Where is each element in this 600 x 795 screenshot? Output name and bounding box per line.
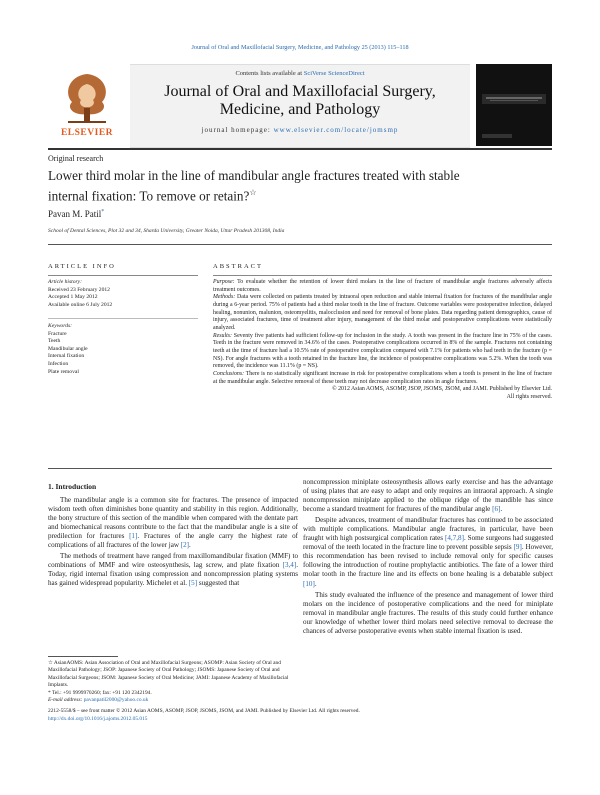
history-online: Available online 6 July 2012	[48, 301, 113, 308]
citation-link[interactable]: [6]	[492, 505, 501, 514]
abstract-copyright-line2: All rights reserved.	[506, 393, 552, 400]
methods-label: Methods:	[213, 294, 236, 301]
affiliation: School of Dental Sciences, Plot 32 and 34, Sharda University, Greater Noida, Uttar Pradesh 201308, India	[48, 228, 285, 234]
footnote-rule	[48, 656, 118, 657]
email-label: E-mail address:	[48, 697, 84, 704]
author-name: Pavan M. Patil	[48, 209, 102, 219]
cover-graphic	[476, 64, 552, 146]
conclusions-text: There is no statistically significant increase in risk for postoperative complications when a tooth is present in the line of fracture at the mandibular angle. Selective removal of these teeth may not decrease complication rates in angle fractures.	[213, 370, 552, 385]
keyword-item: Infection	[48, 360, 69, 367]
text-run: . Some surgeons had suggested removal of the teeth located in the fracture line to prevent possible sepsis	[303, 534, 553, 552]
issn-line: 2212-5558/$ – see front matter © 2012 Asian AOMS, ASOMP, JSOP, JSOMS, JSOM, and JAMI. Published by Elsevier Ltd. All rights reserved.	[48, 708, 360, 714]
text-run: .	[500, 505, 503, 514]
intro-paragraph-3	[303, 478, 553, 514]
abstract-copyright-line1: © 2012 Asian AOMS, ASOMP, JSOP, JSOMS, JSOM, and JAMI. Published by Elsevier Ltd.	[332, 386, 552, 393]
citation-link[interactable]: [3,4]	[282, 561, 297, 570]
footnotes	[48, 660, 298, 704]
results-label: Results:	[213, 332, 232, 339]
intro-paragraph-2	[48, 552, 298, 588]
citation-link[interactable]: [10]	[303, 579, 315, 588]
intro-paragraph-1	[48, 496, 298, 550]
article-history	[48, 279, 198, 309]
article-info-heading: ARTICLE INFO	[48, 263, 116, 270]
text-run: .	[314, 579, 317, 588]
methods-text: Data were collected on patients treated by intraoral open reduction and stable internal fixation for fractures of the mandibular angle during a 6-year period. 75% of patients had a third molar tooth in the line of fracture. Outcome variables were postoperative infection, delayed healing, nonunion, malunion, osteomyelitis, malocclusion and need for removal of bone plates. Data regarding patient demographics, cause of injury, associated fractures, time of treatment after injury, management of the third molar and postoperative complications were statistically analyzed.	[213, 294, 552, 331]
journal-homepage	[130, 126, 470, 134]
keyword-item: Fracture	[48, 330, 67, 337]
citation-link[interactable]: [5]	[188, 579, 198, 588]
author-mark[interactable]: *	[101, 209, 105, 215]
body-divider	[48, 468, 552, 469]
contents-line	[130, 70, 470, 77]
abstract-results	[213, 333, 552, 371]
publisher-logo-text: ELSEVIER	[60, 128, 114, 138]
abstract-rule	[213, 275, 552, 276]
citation-link[interactable]: [4,7,8]	[445, 534, 464, 543]
history-received: Received 23 February 2012	[48, 286, 110, 293]
text-run: .	[189, 541, 191, 550]
citation-link[interactable]: [1]	[129, 532, 138, 541]
abstract-purpose	[213, 279, 552, 294]
keyword-item: Plate removal	[48, 368, 79, 375]
footnote-abbreviations: ☆ AsianAOMS: Asian Association of Oral and Maxillofacial Surgeons; ASOMP: Asian Society of Oral and Maxillofacial Pathology; JSOP: Japanese Society of Oral Pathology; JSOMS: Japanese Society of Oral and Maxillofacial Surgeons; JSOM: Japanese Society of Oral Medicine; JAMI: Japanese Academy of Maxillofacial Implants.	[48, 660, 289, 689]
text-run: . Today, rigid internal fixation using compression and noncompression plating systems has gained widespread popularity. Michelet et al.	[48, 561, 298, 588]
conclusions-label: Conclusions:	[213, 370, 245, 377]
footnote-correspondence: * Tel.: +91 9999970260; fax: +91 120 2342194.	[48, 689, 152, 696]
abstract-methods	[213, 294, 552, 332]
history-label: Article history:	[48, 279, 83, 285]
email-link[interactable]: pavanpatil2000@yahoo.co.uk	[83, 697, 149, 704]
elsevier-tree-icon	[48, 64, 126, 126]
article-title-line2: internal fixation: To remove or retain?	[48, 188, 250, 204]
intro-paragraph-5: This study evaluated the influence of the presence and management of lower third molars on the incidence of postoperative complications and the need for miniplate removal in mandibular angle fractures. The results of this study could further enhance our knowledge of whether lower third molars need selective removal to decrease the chances of adverse postoperative events when stable internal fixation is used.	[303, 590, 553, 635]
text-run: suggested that	[197, 579, 240, 588]
keyword-item: Internal fixation	[48, 353, 85, 360]
author-line	[48, 209, 104, 219]
text-run: . However, this recommendation has been revised to include removal only for specific causes following the introduction of routine prophylactic antibiotics. The fate of a lower third molar tooth in the fracture line and its effects on bone healing is a debatable subject	[303, 543, 553, 579]
abstract-body	[213, 279, 552, 402]
front-matter-footer	[48, 708, 553, 723]
intro-paragraph-4	[303, 516, 553, 588]
text-run: noncompression miniplate osteosynthesis allows early exercise and has the advantage of using plates that are easy to adapt and only requires an intraoral approach. A single noncompression miniplate applied to the oblique ridge of the mandible has since become a standard treatment for fractures of the mandibular angle	[303, 478, 553, 514]
citation-link[interactable]: [9]	[513, 543, 522, 552]
info-divider	[48, 244, 552, 245]
article-info-rule	[48, 275, 198, 276]
journal-title-line2: Medicine, and Pathology	[219, 101, 381, 118]
sciencedirect-link[interactable]: SciVerse ScienceDirect	[303, 70, 365, 77]
body-right-column	[303, 478, 553, 636]
section-heading-introduction: 1. Introduction	[48, 482, 97, 491]
purpose-text: To evaluate whether the retention of lower third molars in the line of fracture of mandibular angle fractures adversely affects treatment outcomes.	[213, 279, 552, 293]
keyword-item: Mandibular angle	[48, 345, 88, 352]
contents-prefix: Contents lists available at	[235, 70, 304, 77]
keywords	[48, 323, 198, 376]
keywords-rule	[48, 318, 198, 319]
results-text: Seventy five patients had sufficient follow-up for inclusion in the study. A tooth was present in the fracture line in 75% of the cases. Teeth in the fracture were removed in 34.6% of the cases. Postoperative complications occurred in 8% of the sample. Fractures not containing teeth at the time of fracture had a 10.5% rate of postoperative complication compared with 7.1% for patients who had teeth in the fracture (p = NS). For angle fractures with a tooth retained in the fracture line, the incidence of postoperative complications was 5.2%. When the tooth was removed, the incidence was 11.1% (p = NS).	[213, 332, 552, 370]
abstract-heading: ABSTRACT	[213, 263, 263, 270]
keywords-label: Keywords:	[48, 323, 73, 329]
doi-link[interactable]: http://dx.doi.org/10.1016/j.ajoms.2012.05.015	[48, 715, 148, 722]
article-title-line1: Lower third molar in the line of mandibular angle fractures treated with stable	[48, 168, 460, 183]
title-footnote-mark[interactable]: ☆	[249, 188, 257, 197]
text-run: The methods of treatment have ranged from maxillomandibular fixation (MMF) to combinations of MMF and wire osteosynthesis, lag screw, and plate fixation	[48, 552, 298, 570]
homepage-link[interactable]: www.elsevier.com/locate/jomsmp	[273, 126, 399, 134]
journal-cover-image	[476, 64, 552, 146]
article-title	[48, 167, 553, 204]
article-type: Original research	[48, 154, 104, 163]
citation-link[interactable]: [2]	[180, 541, 190, 550]
abstract-conclusions	[213, 371, 552, 386]
masthead-divider	[48, 148, 552, 150]
journal-title-line1: Journal of Oral and Maxillofacial Surgery,	[164, 83, 436, 100]
running-header: Journal of Oral and Maxillofacial Surgery, Medicine, and Pathology 25 (2013) 115–118	[191, 44, 409, 51]
history-accepted: Accepted 1 May 2012	[48, 294, 98, 301]
journal-title	[130, 83, 470, 119]
body-left-column	[48, 496, 298, 588]
homepage-prefix: journal homepage:	[201, 126, 274, 134]
text-run: Despite advances, treatment of mandibular fractures has continued to be associated with multiple complications. Mandibular angle fractures, in particular, have been fraught with high postsurgical complication rates	[303, 516, 553, 543]
text-run: The mandibular angle is a common site for fractures. The presence of impacted wisdom teeth often diminishes bone quantity and stability in this region. Additionally, the bony structure of this section of the mandible when compared with the dentate part and biomechanical reasons contribute to the fact that the mandibular angle is a site of predilection for fractures	[48, 496, 298, 541]
text-run: . Fractures of the angle carry the highest rate of complications of all fractures of the lower jaw	[48, 532, 298, 550]
keyword-item: Teeth	[48, 338, 61, 345]
purpose-label: Purpose:	[213, 279, 235, 285]
